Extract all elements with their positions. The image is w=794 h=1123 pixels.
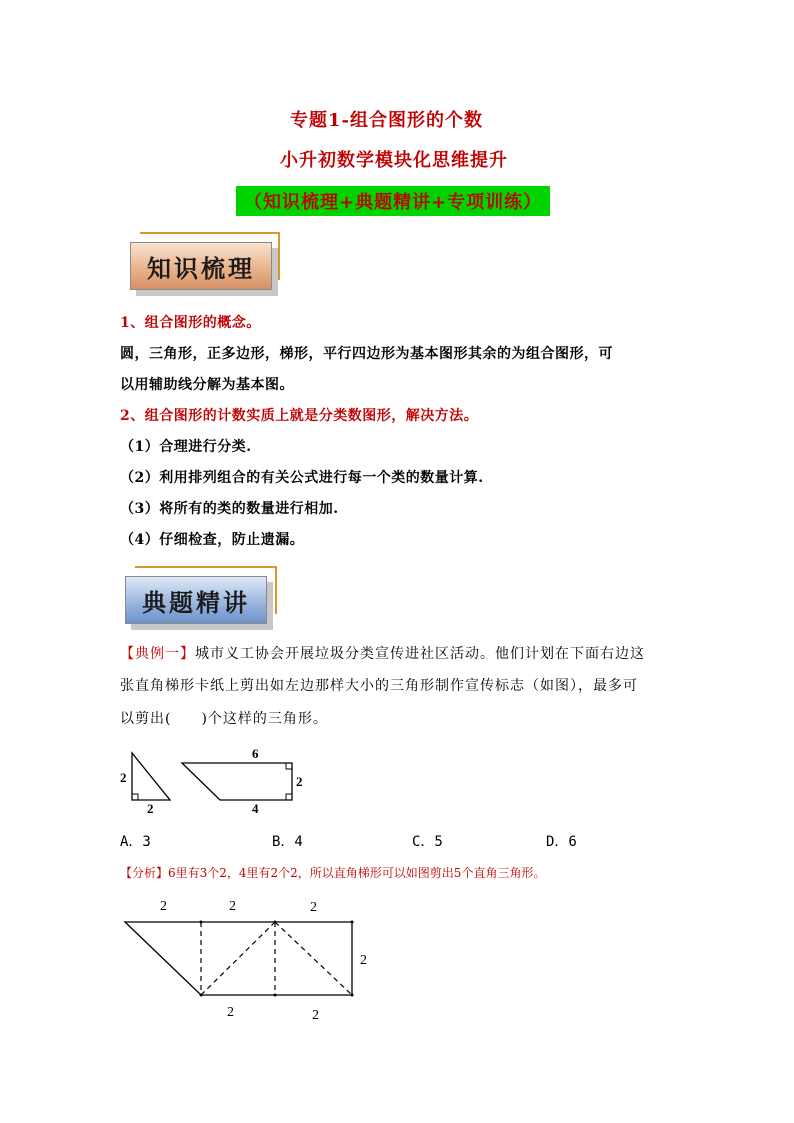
method-step-1: （1）合理进行分类. (120, 439, 252, 455)
concept-heading: 1、组合图形的概念。 (120, 315, 261, 331)
section-badge-knowledge: 知识梳理 (130, 242, 272, 290)
example-line-2: 张直角梯形卡纸上剪出如左边那样大小的三角形制作宣传标志（如图），最多可 (120, 678, 638, 694)
method-step-4: （4）仔细检查，防止遗漏。 (120, 532, 305, 548)
bottom-label-1: 2 (227, 1005, 234, 1020)
trapezoid-outline (125, 922, 352, 995)
top-label-3: 2 (310, 900, 317, 915)
document-title: 专题1-组合图形的个数 (290, 110, 483, 131)
method-step-2: （2）利用排列组合的有关公式进行每一个类的数量计算. (120, 470, 484, 486)
triangle-bottom-label: 2 (147, 801, 154, 816)
top-label-1: 2 (160, 899, 167, 914)
analysis-text: 【分析】6里有3个2，4里有2个2，所以直角梯形可以如图剪出5个直角三角形。 (120, 866, 546, 880)
concept-text-line-1: 圆，三角形，正多边形，梯形，平行四边形为基本图形其余的为组合图形，可 (120, 346, 613, 362)
triangle-side-label: 2 (120, 770, 127, 785)
method-step-3: （3）将所有的类的数量进行相加. (120, 501, 339, 517)
trapezoid-right-label: 2 (296, 774, 303, 789)
right-label: 2 (360, 953, 367, 968)
concept-text-line-2: 以用辅助线分解为基本图。 (120, 377, 294, 393)
right-triangle-shape (132, 753, 170, 800)
example-tag: 【典例一】 (120, 646, 195, 662)
document-subtitle: 小升初数学模块化思维提升 (280, 150, 508, 171)
dashed-cut-lines (201, 922, 352, 995)
example-line-1 (120, 643, 645, 663)
section-badge-classic: 典题精讲 (125, 576, 267, 624)
choice-c[interactable]: C．5 (412, 834, 443, 850)
choice-b[interactable]: B．4 (272, 834, 303, 850)
choice-d[interactable]: D．6 (546, 834, 577, 850)
top-label-2: 2 (229, 899, 236, 914)
example-text-1: 城市义工协会开展垃圾分类宣传进社区活动。他们计划在下面右边这 (195, 646, 645, 662)
trapezoid-bottom-label: 4 (252, 801, 259, 816)
document-tagline: （知识梳理+典题精讲+专项训练） (236, 186, 550, 216)
method-heading: 2、组合图形的计数实质上就是分类数图形，解决方法。 (120, 408, 479, 424)
trapezoid-top-label: 6 (252, 746, 259, 761)
problem-figure (110, 745, 310, 820)
vertex-dots (200, 921, 354, 997)
example-line-3: 以剪出( )个这样的三角形。 (120, 711, 328, 727)
bottom-label-2: 2 (312, 1008, 319, 1023)
choice-a[interactable]: A．3 (120, 834, 151, 850)
solution-figure (115, 890, 385, 1025)
right-trapezoid-shape (182, 763, 292, 800)
